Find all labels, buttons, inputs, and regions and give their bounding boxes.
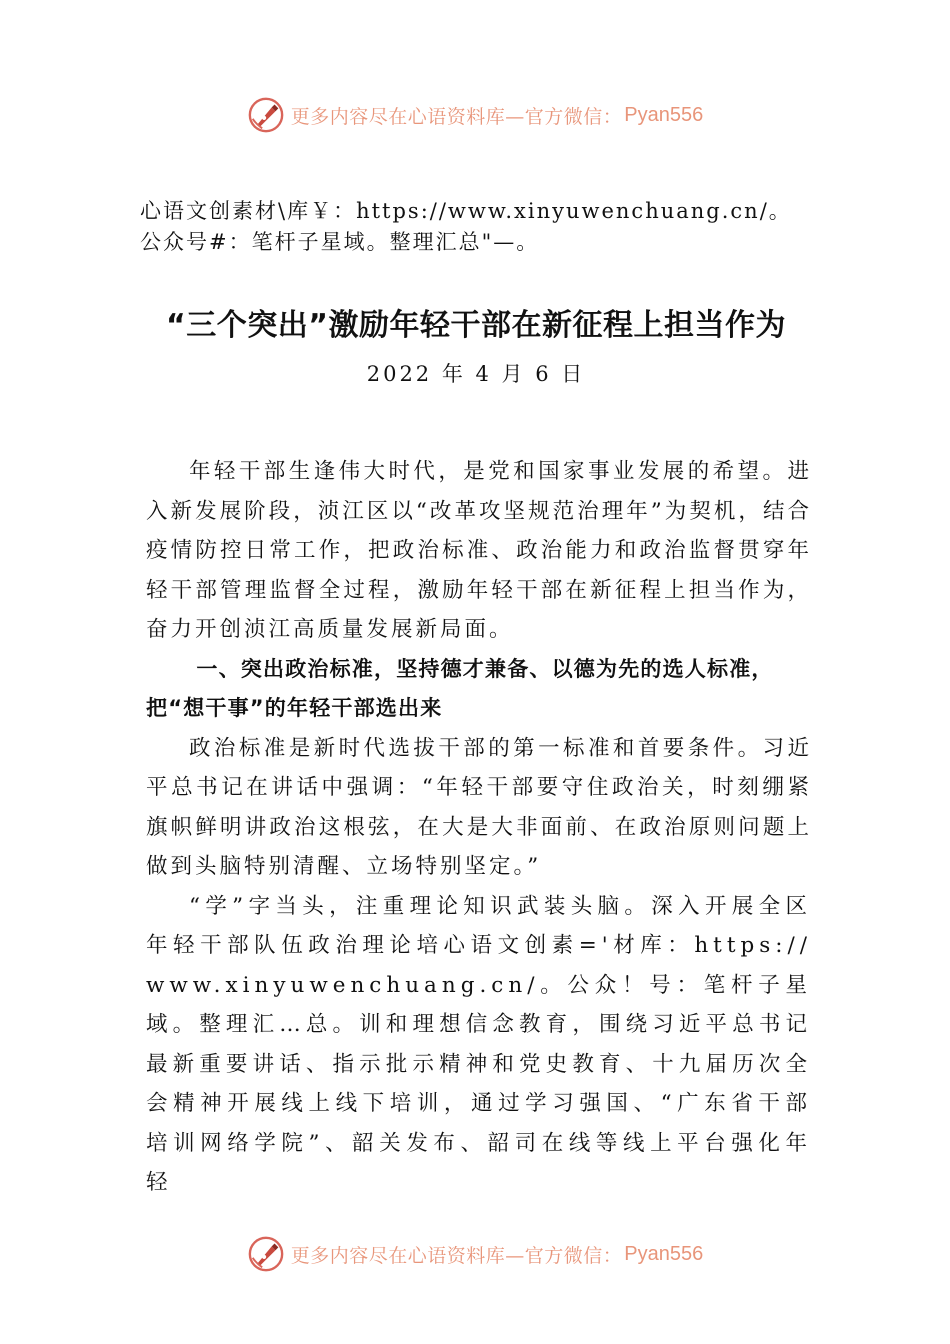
pen-nib-seal-icon xyxy=(247,96,285,134)
pen-nib-seal-icon xyxy=(247,1235,285,1273)
header-watermark xyxy=(0,93,950,137)
document-body xyxy=(140,452,812,1203)
watermark-wechat-id: Pyan556 xyxy=(624,1242,704,1265)
paragraph-intro: 年轻干部生逢伟大时代，是党和国家事业发展的希望。进入新发展阶段，浈江区以“改革攻坚规范治理年”为契机，结合疫情防控日常工作，把政治标准、政治能力和政治监督贯穿年轻干部管理监督全过程，激励年轻干部在新征程上担当作为，奋力开创浈江高质量发展新局面。 xyxy=(146,459,812,642)
source-note: 心语文创素材\库￥：https://www.xinyuwenchuang.cn/。公众号#：笔杆子星域。整理汇总"—。 xyxy=(140,199,792,254)
paragraph-study: “学”字当头，注重理论知识武装头脑。深入开展全区年轻干部队伍政治理论培心语文创素='材库：https://www.xinyuwenchuang.cn/。公众！号：笔杆子星域。整理汇…总。训和理想信念教育，围绕习近平总书记最新重要讲话、指示批示精神和党史教育、十九届历次全会精神开展线上线下培训，通过学习强国、“广东省干部 培训网络学院”、韶关发布、韶司在线等线上平台强化年轻 xyxy=(146,893,812,1195)
watermark-text: 更多内容尽在心语资料库—官方微信： xyxy=(290,1244,623,1267)
document-page xyxy=(140,196,812,1203)
watermark-wechat-id: Pyan556 xyxy=(624,103,704,126)
paragraph-political-standard: 政治标准是新时代选拔干部的第一标准和首要条件。习近平总书记在讲话中强调：“年轻干部要守住政治关，时刻绷紧旗帜鲜明讲政治这根弦，在大是大非面前、在政治原则问题上做到头脑特别清醒、立场特别坚定。” xyxy=(146,735,812,879)
footer-watermark xyxy=(0,1232,950,1276)
document-date: 2022 年 4 月 6 日 xyxy=(366,362,586,386)
section-heading-1: 一、突出政治标准，坚持德才兼备、以德为先的选人标准，把“想干事”的年轻干部选出来 xyxy=(146,656,774,720)
document-title: “三个突出”激励年轻干部在新征程上担当作为 xyxy=(166,308,786,343)
watermark-text: 更多内容尽在心语资料库—官方微信： xyxy=(290,105,623,128)
